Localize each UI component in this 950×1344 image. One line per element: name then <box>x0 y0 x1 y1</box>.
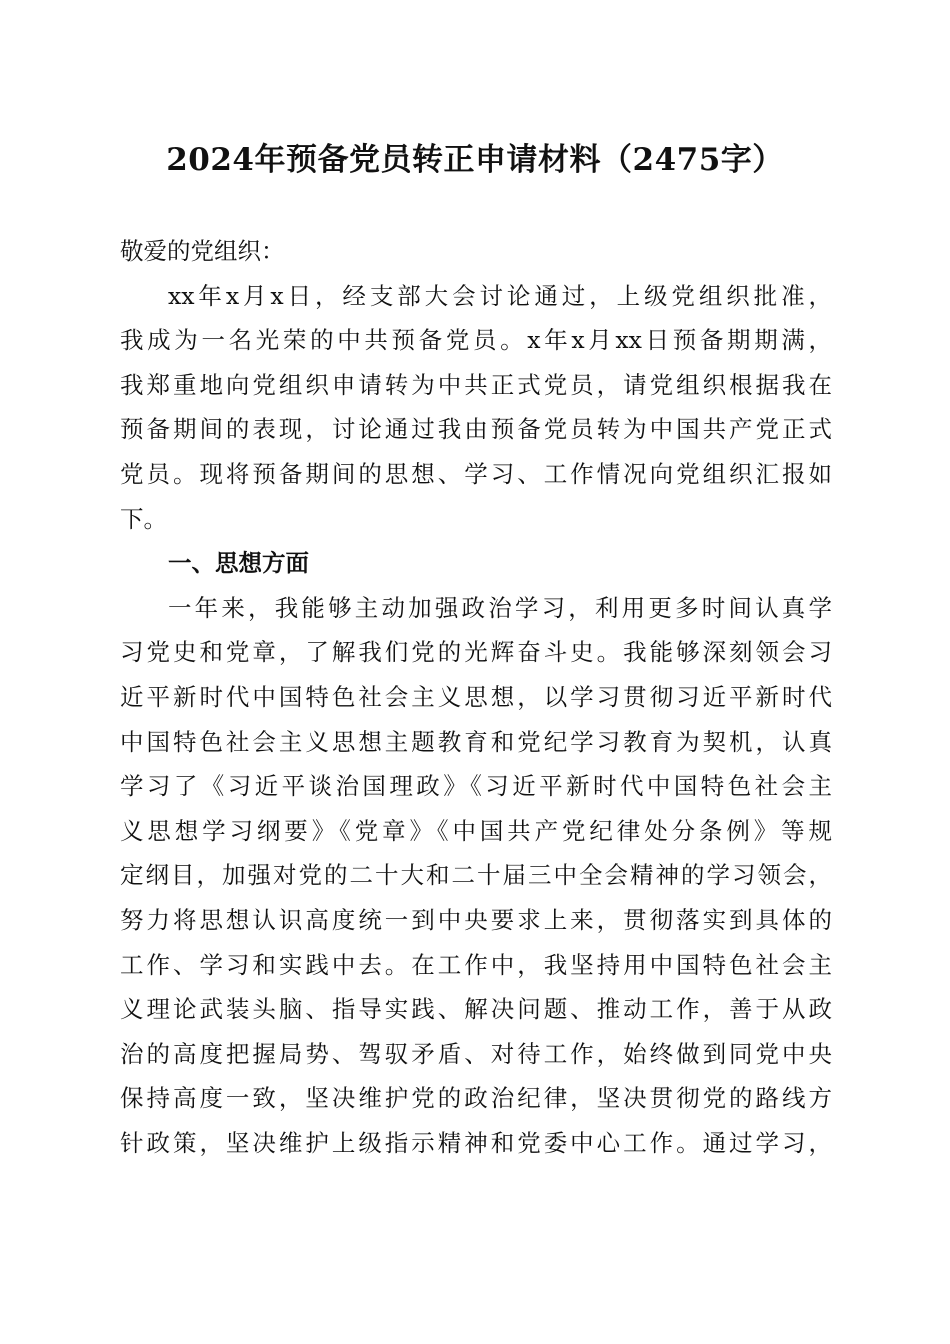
paragraph-2-line: 一年来，我能够主动加强政治学习，利用更多时间认真学 <box>168 593 832 622</box>
paragraph-2-line: 保持高度一致，坚决维护党的政治纪律，坚决贯彻党的路线方 <box>120 1084 832 1113</box>
paragraph-1-line: 我郑重地向党组织申请转为中共正式党员，请党组织根据我在 <box>120 370 832 399</box>
paragraph-2-line: 近平新时代中国特色社会主义思想，以学习贯彻习近平新时代 <box>120 682 832 711</box>
paragraph-1-line: xx年x月x日，经支部大会讨论通过，上级党组织批准， <box>168 281 832 310</box>
paragraph-1-line: 我成为一名光荣的中共预备党员。x年x月xx日预备期期满， <box>120 326 832 355</box>
paragraph-2-line: 学习了《习近平谈治国理政》《习近平新时代中国特色社会主 <box>120 772 832 801</box>
document-body <box>120 229 832 1165</box>
paragraph-2-line: 义思想学习纲要》《党章》《中国共产党纪律处分条例》等规 <box>120 816 832 845</box>
paragraph-2-line: 治的高度把握局势、驾驭矛盾、对待工作，始终做到同党中央 <box>120 1039 832 1068</box>
paragraph-1-line: 预备期间的表现，讨论通过我由预备党员转为中国共产党正式 <box>120 415 832 444</box>
paragraph-1-line: 党员。现将预备期间的思想、学习、工作情况向党组织汇报如 <box>120 459 832 488</box>
paragraph-2-line: 义理论武装头脑、指导实践、解决问题、推动工作，善于从政 <box>120 995 832 1024</box>
salutation: 敬爱的党组织： <box>120 237 285 265</box>
paragraph-2-line: 习党史和党章，了解我们党的光辉奋斗史。我能够深刻领会习 <box>120 638 832 667</box>
paragraph-2-line: 针政策，坚决维护上级指示精神和党委中心工作。通过学习， <box>120 1128 832 1157</box>
document-title: 2024年预备党员转正申请材料（2475字） <box>166 142 784 178</box>
section-heading: 一、思想方面 <box>168 549 309 578</box>
paragraph-2-line: 定纲目，加强对党的二十大和二十届三中全会精神的学习领会， <box>120 861 832 890</box>
paragraph-2-line: 工作、学习和实践中去。在工作中，我坚持用中国特色社会主 <box>120 950 832 979</box>
paragraph-1-line: 下。 <box>120 504 167 533</box>
paragraph-2-line: 中国特色社会主义思想主题教育和党纪学习教育为契机，认真 <box>120 727 832 756</box>
paragraph-2-line: 努力将思想认识高度统一到中央要求上来，贯彻落实到具体的 <box>120 905 832 934</box>
